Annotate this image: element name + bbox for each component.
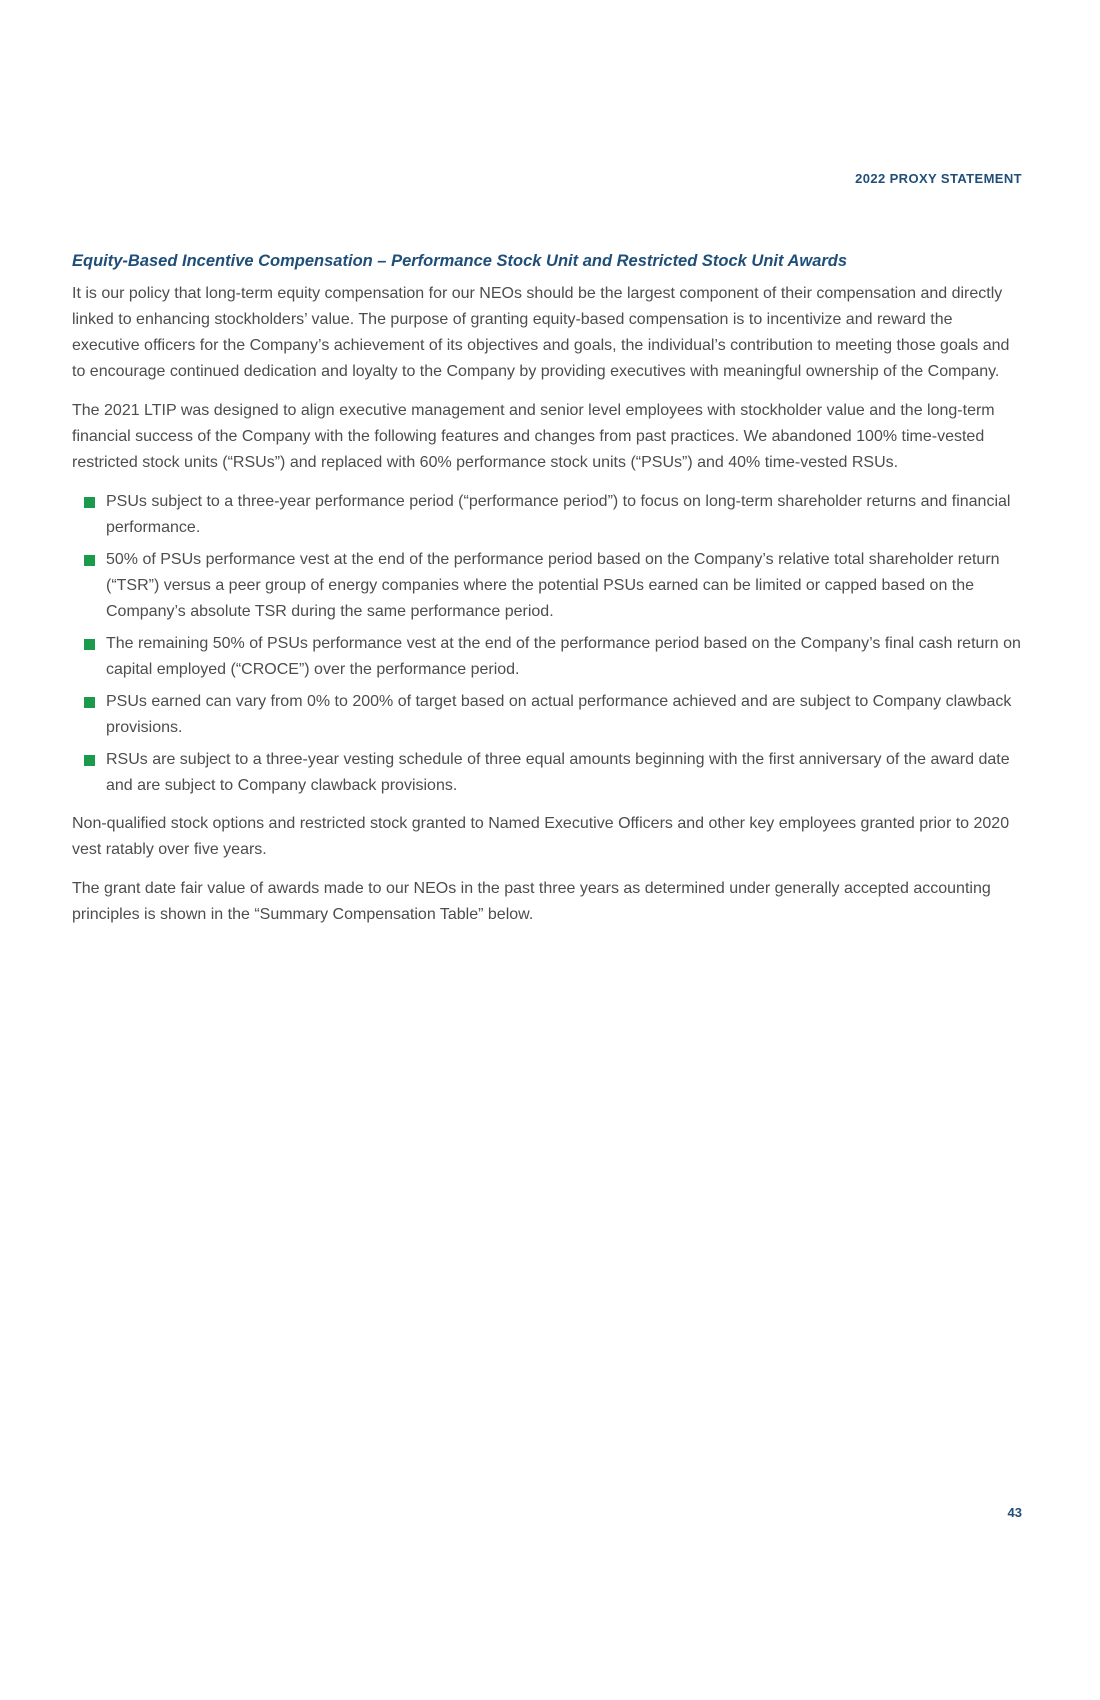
- paragraph-stock-options: Non-qualified stock options and restricted stock granted to Named Executive Officers and other key employees granted prior to 2020 vest ratably over five years.: [72, 815, 1010, 858]
- list-item: [72, 689, 1022, 741]
- list-item: [72, 747, 1022, 799]
- list-item-text: RSUs are subject to a three-year vesting schedule of three equal amounts beginning with the first anniversary of the award date and are subject to Company clawback provisions.: [106, 751, 1010, 794]
- square-bullet-icon: [84, 497, 95, 508]
- list-item-text: The remaining 50% of PSUs performance vest at the end of the performance period based on the Company’s final cash return on capital employed (“CROCE”) over the performance period.: [106, 635, 1021, 678]
- paragraph-grant-date: The grant date fair value of awards made to our NEOs in the past three years as determined under generally accepted accounting principles is shown in the “Summary Compensation Table” below.: [72, 880, 991, 923]
- list-item: [72, 547, 1022, 625]
- section-heading: Equity-Based Incentive Compensation – Performance Stock Unit and Restricted Stock Unit Awards: [72, 252, 848, 270]
- running-header: 2022 PROXY STATEMENT: [855, 171, 1022, 186]
- main-content: [72, 250, 1022, 941]
- list-item: [72, 489, 1022, 541]
- feature-list: [72, 489, 1022, 799]
- list-item-text: PSUs earned can vary from 0% to 200% of target based on actual performance achieved and are subject to Company clawback provisions.: [106, 693, 1012, 736]
- paragraph-policy: It is our policy that long-term equity compensation for our NEOs should be the largest component of their compensation and directly linked to enhancing stockholders’ value. The purpose of granting equity-based compensation is to incentivize and reward the executive officers for the Company’s achievement of its objectives and goals, the individual’s contribution to meeting those goals and to encourage continued dedication and loyalty to the Company by providing executives with meaningful ownership of the Company.: [72, 285, 1010, 380]
- paragraph-ltip: The 2021 LTIP was designed to align executive management and senior level employees with stockholder value and the long-term financial success of the Company with the following features and changes from past practices. We abandoned 100% time-vested restricted stock units (“RSUs”) and replaced with 60% performance stock units (“PSUs”) and 40% time-vested RSUs.: [72, 402, 995, 471]
- list-item-text: 50% of PSUs performance vest at the end of the performance period based on the Company’s relative total shareholder return (“TSR”) versus a peer group of energy companies where the potential PSUs earned can be limited or capped based on the Company’s absolute TSR during the same performance period.: [106, 551, 1000, 620]
- page-number: 43: [1007, 1505, 1022, 1520]
- square-bullet-icon: [84, 555, 95, 566]
- square-bullet-icon: [84, 697, 95, 708]
- square-bullet-icon: [84, 755, 95, 766]
- square-bullet-icon: [84, 639, 95, 650]
- list-item: [72, 631, 1022, 683]
- list-item-text: PSUs subject to a three-year performance period (“performance period”) to focus on long-term shareholder returns and financial performance.: [106, 493, 1011, 536]
